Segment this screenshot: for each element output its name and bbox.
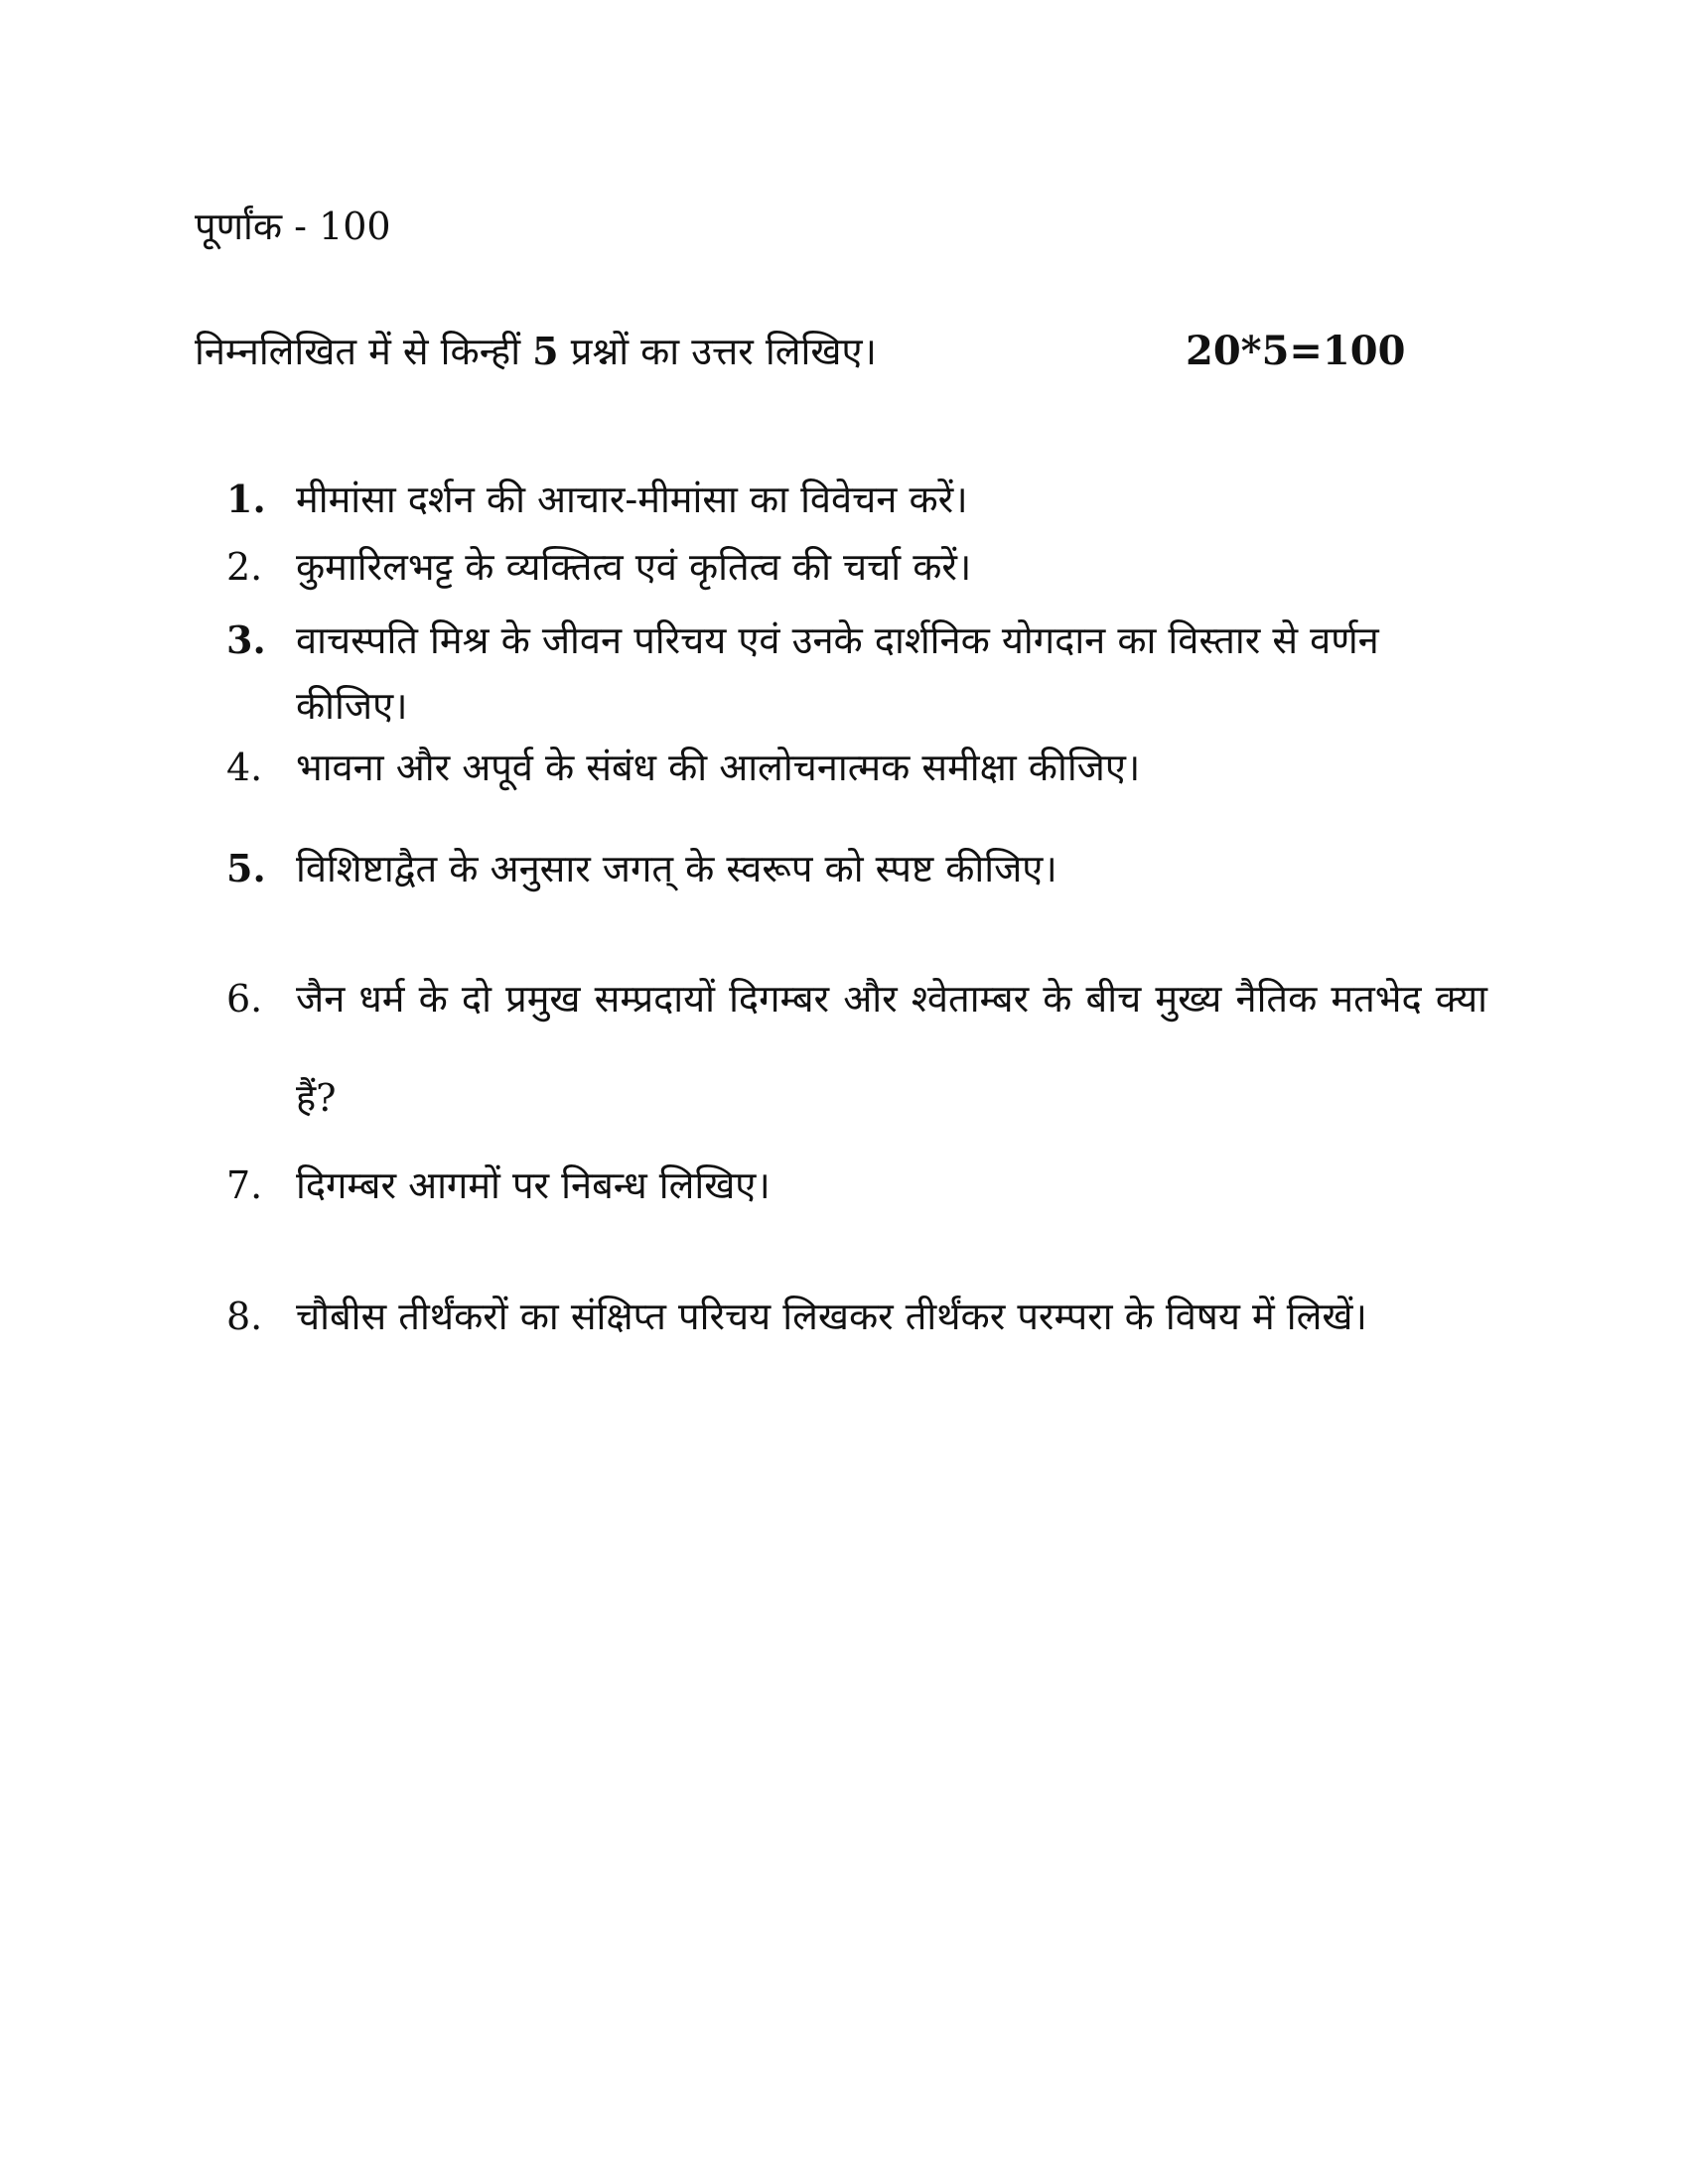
question-text: चौबीस तीर्थंकरों का संक्षिप्त परिचय लिखकर तीर्थंकर परम्परा के विषय में लिखें। bbox=[296, 1295, 1367, 1338]
question-text: विशिष्टाद्वैत के अनुसार जगत् के स्वरूप को स्पष्ट कीजिए। bbox=[296, 847, 1057, 890]
instruction-row bbox=[195, 324, 1406, 383]
question-count: 5 bbox=[532, 329, 559, 373]
question-text: मीमांसा दर्शन की आचार-मीमांसा का विवेचन करें। bbox=[296, 478, 968, 521]
question-number: 7. bbox=[226, 1163, 263, 1207]
question-text: दिगम्बर आगमों पर निबन्ध लिखिए। bbox=[296, 1163, 771, 1207]
question-text: कुमारिलभट्ट के व्यक्तित्व एवं कृतित्व की चर्चा करें। bbox=[296, 545, 972, 589]
question-text: भावना और अपूर्व के संबंध की आलोचनात्मक समीक्षा कीजिए। bbox=[296, 746, 1141, 789]
question-number: 3. bbox=[226, 617, 266, 662]
question-text: जैन धर्म के दो प्रमुख सम्प्रदायों दिगम्बर और श्वेताम्बर के बीच मुख्य नैतिक मतभेद क्या हैं? bbox=[296, 977, 1487, 1120]
instruction-text bbox=[195, 324, 877, 379]
question-text: वाचस्पति मिश्र के जीवन परिचय एवं उनके दार्शनिक योगदान का विस्तार से वर्णन कीजिए। bbox=[296, 618, 1379, 728]
question-number: 5. bbox=[226, 846, 266, 890]
max-marks: पूर्णांक - 100 bbox=[195, 205, 391, 248]
instruction-prefix: निम्नलिखित में से किन्हीं bbox=[195, 330, 533, 373]
question-number: 2. bbox=[226, 545, 263, 589]
question-number: 6. bbox=[226, 977, 263, 1021]
question-number: 1. bbox=[226, 477, 266, 521]
question-number: 8. bbox=[226, 1295, 263, 1338]
marks-formula: 20*5=100 bbox=[1186, 328, 1406, 374]
question-number: 4. bbox=[226, 746, 263, 789]
instruction-suffix: प्रश्नों का उत्तर लिखिए। bbox=[558, 330, 877, 373]
